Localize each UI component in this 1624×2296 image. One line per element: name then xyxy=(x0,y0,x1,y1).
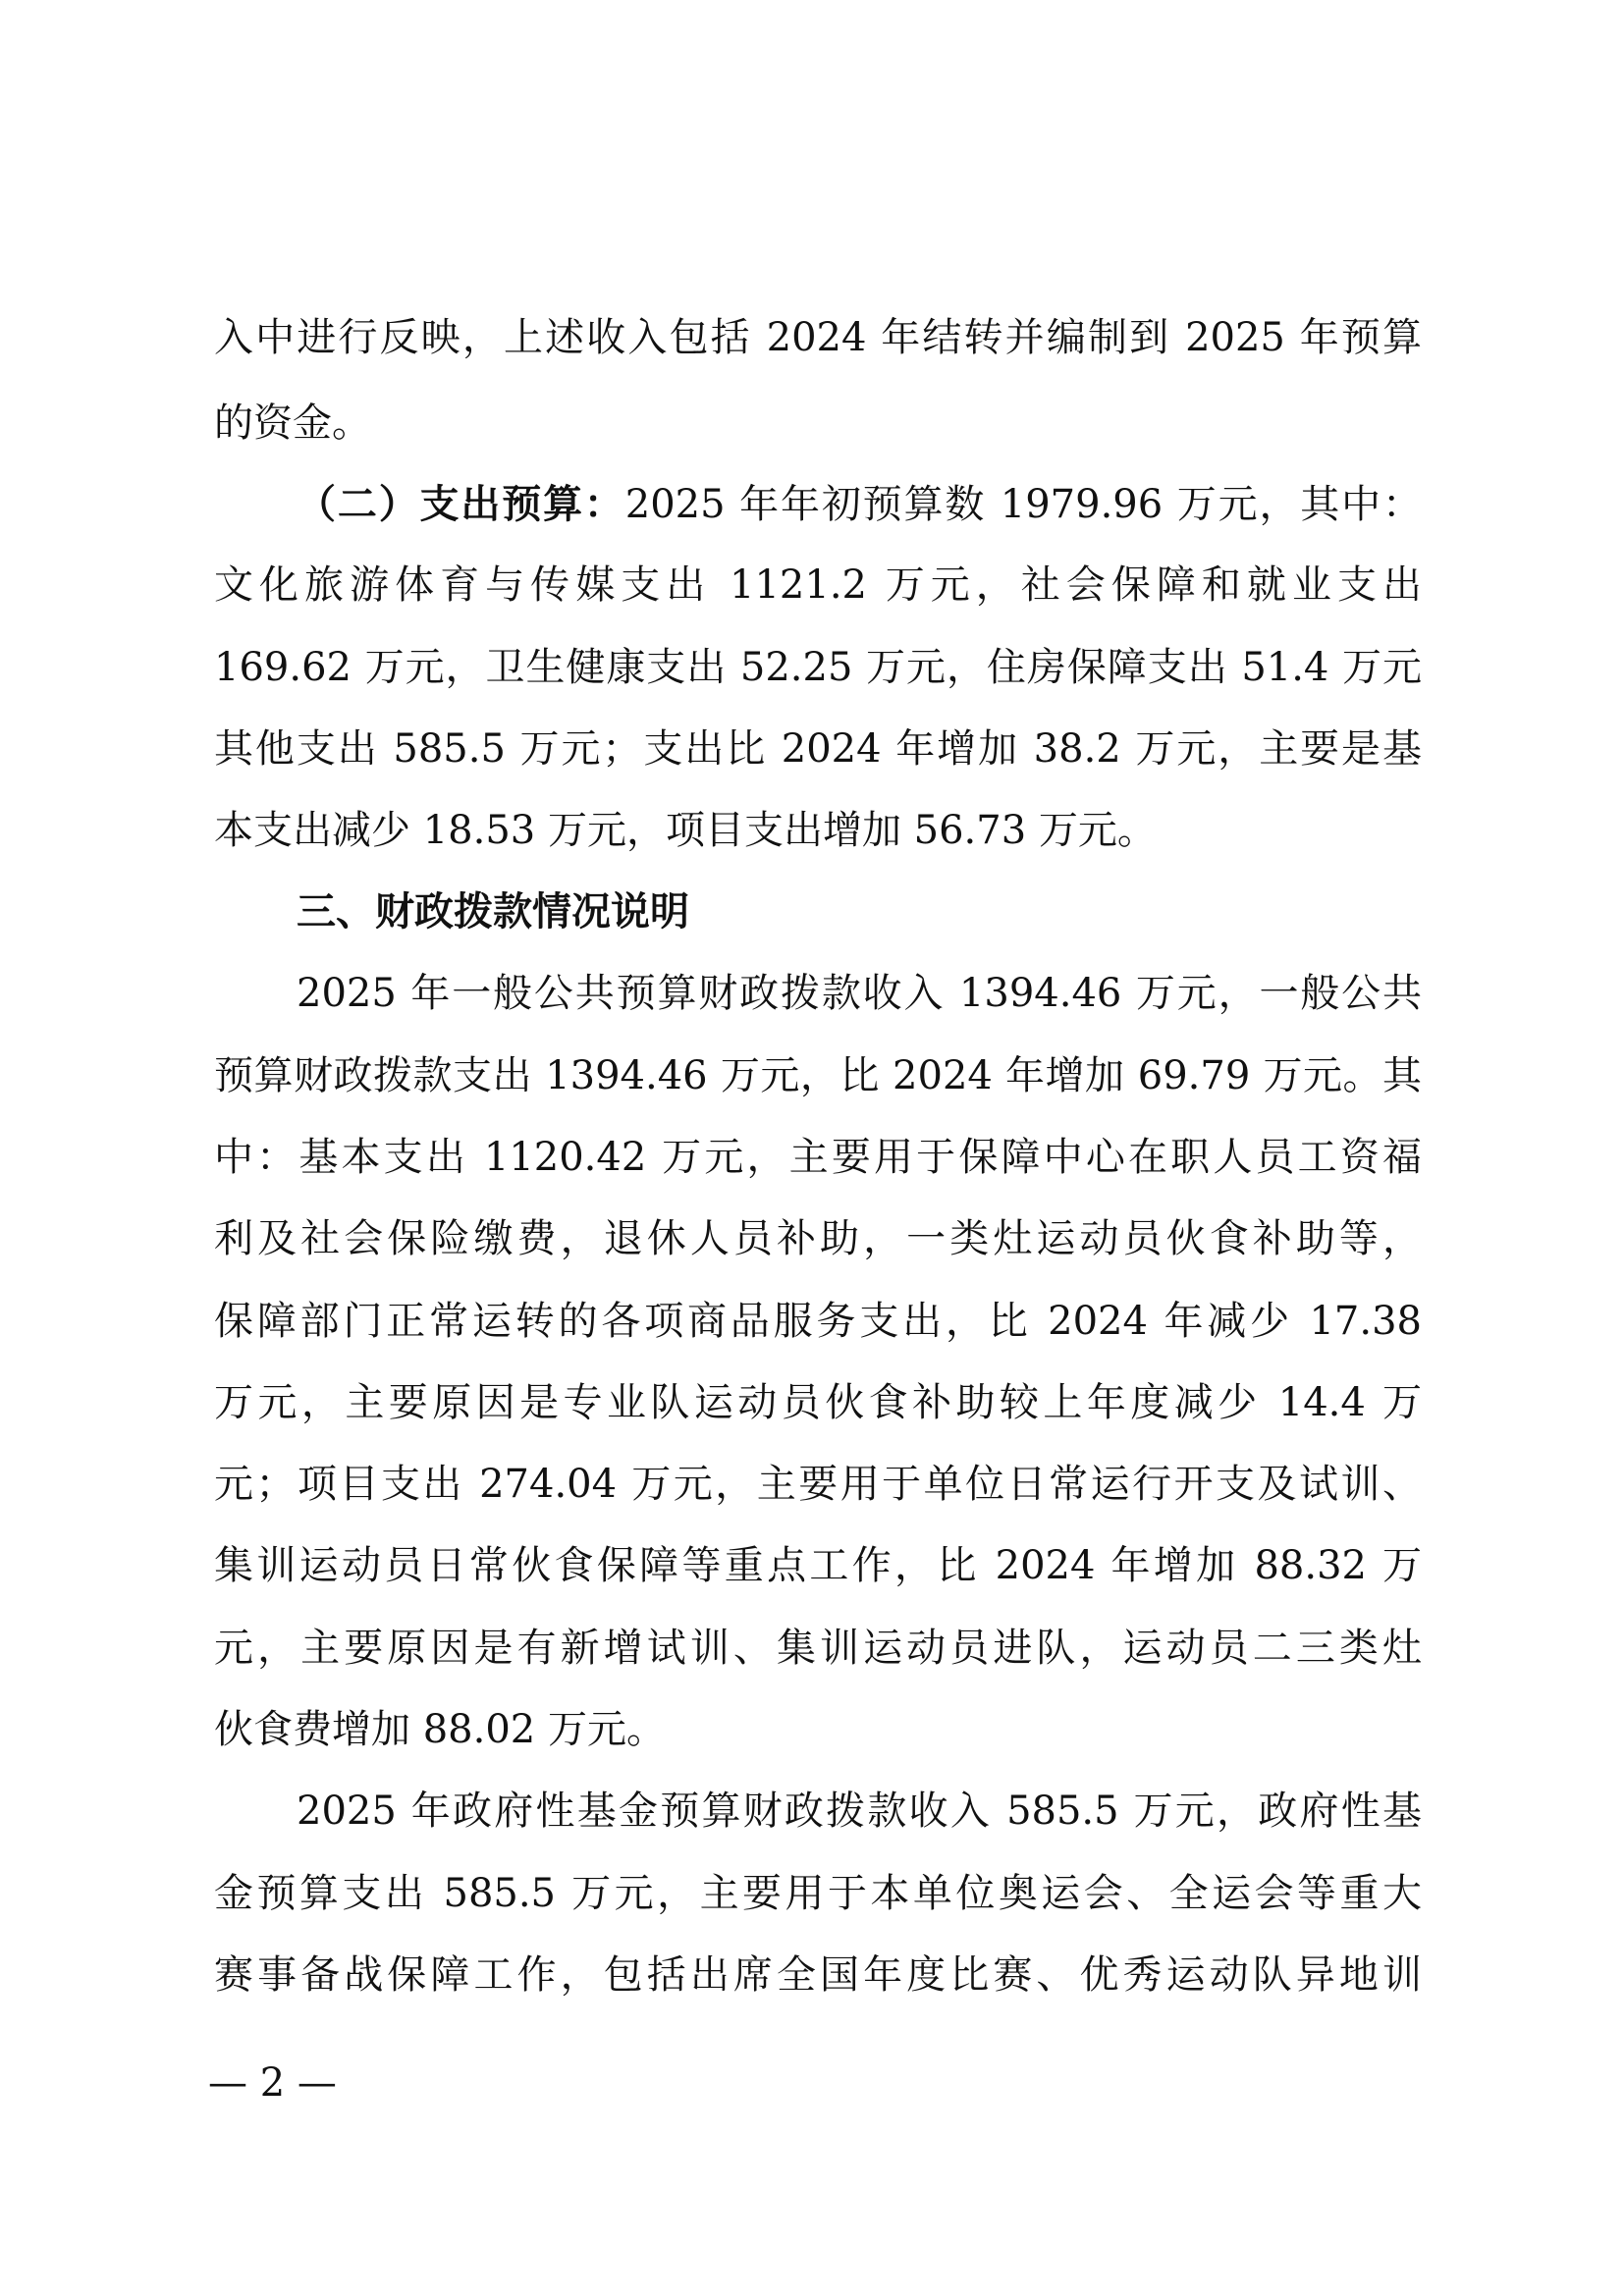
expenditure-label: （二）支出预算： xyxy=(297,481,625,527)
general-budget-line-3: 中：基本支出 1120.42 万元，主要用于保障中心在职人员工资福 xyxy=(214,1135,1422,1180)
intro-line-2: 的资金。 xyxy=(214,400,371,446)
section-heading: 三、财政拨款情况说明 xyxy=(297,889,689,934)
general-budget-line-5: 保障部门正常运转的各项商品服务支出，比 2024 年减少 17.38 xyxy=(214,1299,1422,1344)
general-budget-line-10: 伙食费增加 88.02 万元。 xyxy=(214,1707,666,1752)
expenditure-line-4: 其他支出 585.5 万元；支出比 2024 年增加 38.2 万元，主要是基 xyxy=(214,726,1422,772)
fund-budget-line-1: 2025 年政府性基金预算财政拨款收入 585.5 万元，政府性基 xyxy=(297,1789,1422,1834)
expenditure-line-5: 本支出减少 18.53 万元，项目支出增加 56.73 万元。 xyxy=(214,808,1157,853)
general-budget-line-6: 万元，主要原因是专业队运动员伙食补助较上年度减少 14.4 万 xyxy=(214,1380,1422,1425)
general-budget-line-1: 2025 年一般公共预算财政拨款收入 1394.46 万元，一般公共 xyxy=(297,971,1422,1016)
general-budget-line-9: 元，主要原因是有新增试训、集训运动员进队，运动员二三类灶 xyxy=(214,1626,1422,1671)
fund-budget-line-3: 赛事备战保障工作，包括出席全国年度比赛、优秀运动队异地训 xyxy=(214,1952,1422,1998)
intro-line-1: 入中进行反映，上述收入包括 2024 年结转并编制到 2025 年预算 xyxy=(214,315,1422,360)
expenditure-line-1 xyxy=(297,477,1422,532)
general-budget-line-8: 集训运动员日常伙食保障等重点工作，比 2024 年增加 88.32 万 xyxy=(214,1543,1422,1588)
general-budget-line-2: 预算财政拨款支出 1394.46 万元，比 2024 年增加 69.79 万元。其 xyxy=(214,1053,1422,1098)
page-number: — 2 — xyxy=(208,2060,337,2106)
general-budget-line-4: 利及社会保险缴费，退休人员补助，一类灶运动员伙食补助等， xyxy=(214,1216,1422,1261)
general-budget-line-7: 元；项目支出 274.04 万元，主要用于单位日常运行开支及试训、 xyxy=(214,1462,1422,1507)
expenditure-line-1-text: 2025 年年初预算数 1979.96 万元，其中： xyxy=(624,482,1422,527)
fund-budget-line-2: 金预算支出 585.5 万元，主要用于本单位奥运会、全运会等重大 xyxy=(214,1871,1422,1916)
expenditure-line-2: 文化旅游体育与传媒支出 1121.2 万元，社会保障和就业支出 xyxy=(214,562,1422,608)
expenditure-line-3: 169.62 万元，卫生健康支出 52.25 万元，住房保障支出 51.4 万元 xyxy=(214,645,1422,690)
